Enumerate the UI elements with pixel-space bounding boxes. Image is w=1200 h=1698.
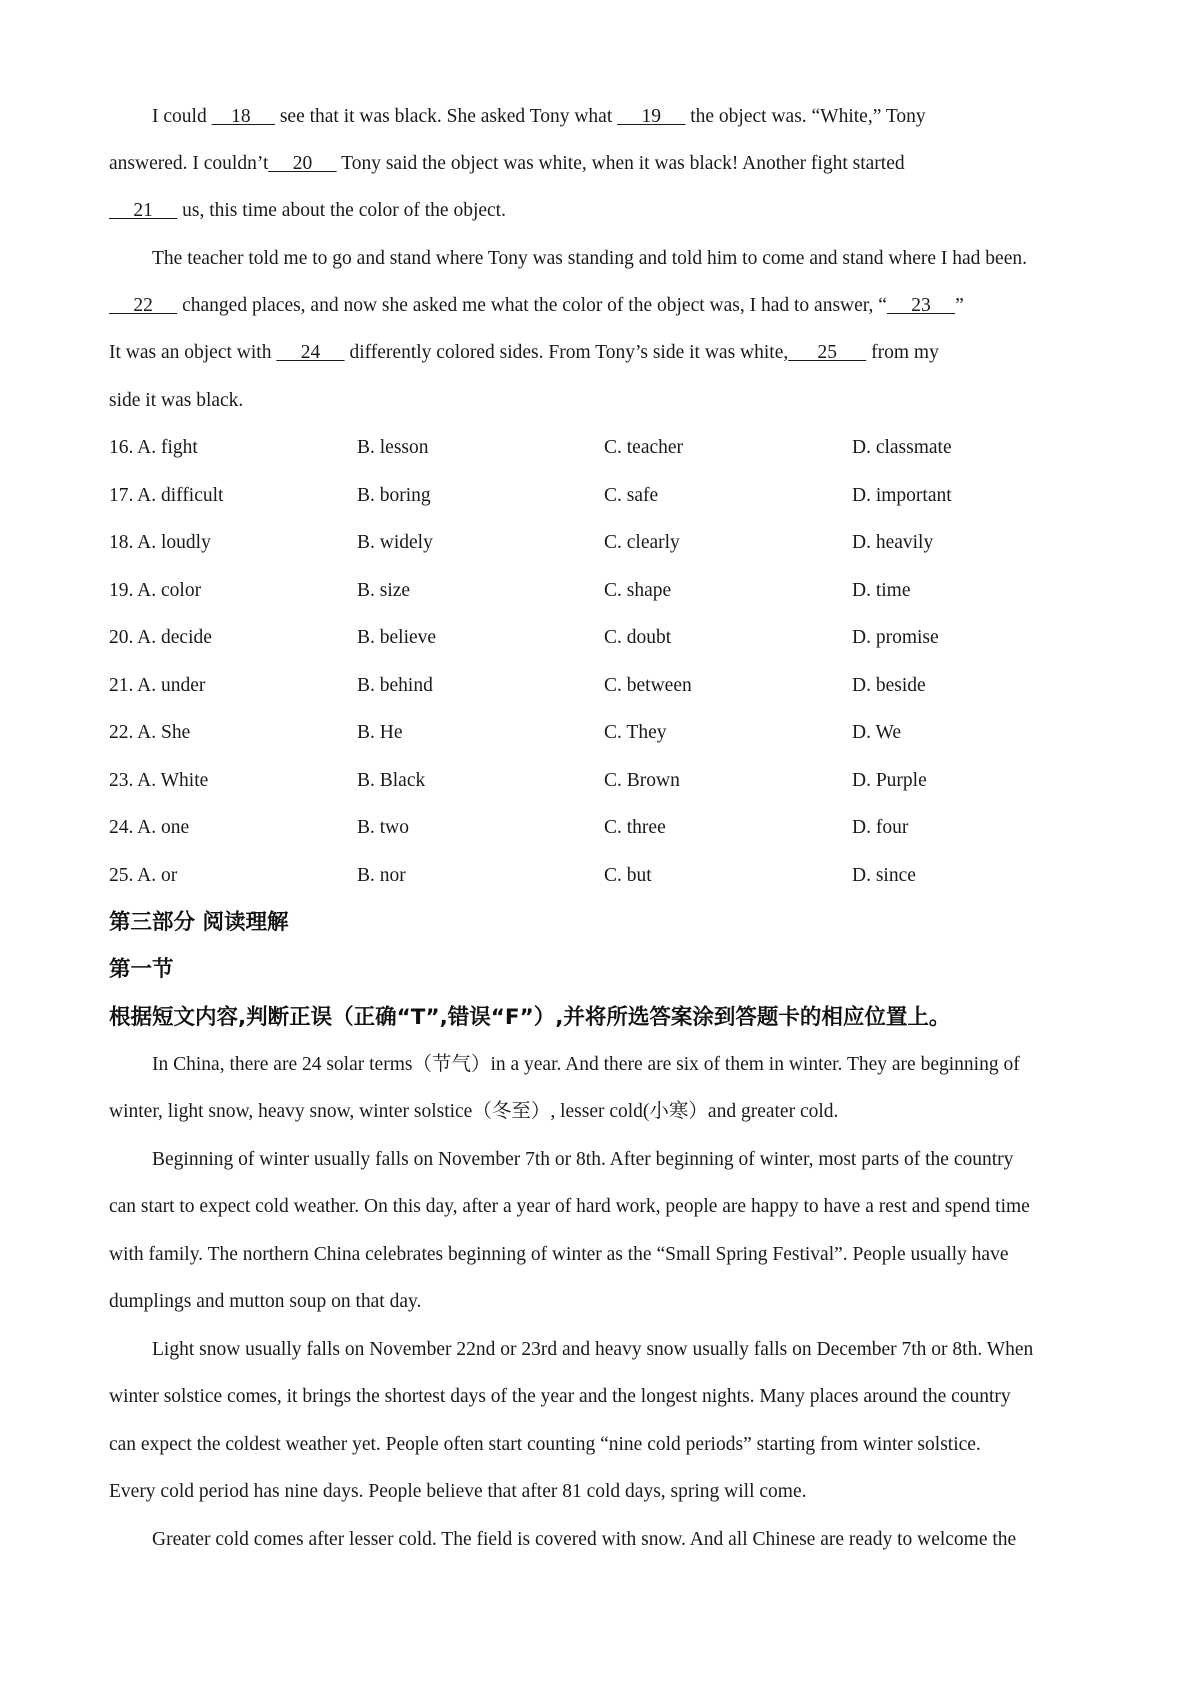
option-b: B. He	[357, 722, 403, 743]
reading-line: dumplings and mutton soup on that day.	[109, 1291, 422, 1312]
passage-text: us, this time about the color of the object.	[177, 200, 506, 221]
option-a: 18. A. loudly	[109, 532, 211, 553]
passage-line-5	[109, 294, 964, 318]
option-d: D. four	[852, 817, 909, 838]
passage-text: ”	[955, 295, 964, 316]
passage-line-6	[109, 341, 939, 365]
passage-text: It was an object with	[109, 342, 277, 363]
passage-line-7	[109, 389, 243, 413]
passage-line-4	[152, 247, 1027, 271]
reading-line: winter, light snow, heavy snow, winter solstice（冬至）, lesser cold(小寒）and greater cold.	[109, 1101, 839, 1122]
passage-text: side it was black.	[109, 390, 244, 411]
reading-line: Greater cold comes after lesser cold. The field is covered with snow. And all Chinese are ready to welcome the	[152, 1529, 1017, 1550]
option-d: D. heavily	[852, 532, 934, 553]
option-b: B. nor	[357, 865, 406, 886]
option-b: B. behind	[357, 675, 433, 696]
reading-line: Every cold period has nine days. People believe that after 81 cold days, spring will come.	[109, 1481, 807, 1502]
option-d: D. time	[852, 580, 911, 601]
blank-21: 21	[109, 200, 178, 221]
passage-text: differently colored sides. From Tony’s side it was white,	[344, 342, 789, 363]
reading-line: can expect the coldest weather yet. People often start counting “nine cold periods” starting from winter solstice.	[109, 1434, 981, 1455]
option-a: 20. A. decide	[109, 627, 212, 648]
option-b: B. Black	[357, 770, 426, 791]
passage-text: from my	[866, 342, 939, 363]
option-b: B. boring	[357, 485, 431, 506]
passage-text: I could	[152, 106, 212, 127]
blank-18: 18	[211, 106, 275, 127]
option-a: 16. A. fight	[109, 437, 198, 458]
blank-23: 23	[886, 295, 956, 316]
option-c: C. shape	[604, 580, 672, 601]
reading-line: with family. The northern China celebrates beginning of winter as the “Small Spring Festival”. People usually have	[109, 1244, 1009, 1265]
blank-22: 22	[109, 295, 178, 316]
option-d: D. promise	[852, 627, 939, 648]
blank-25: 25	[788, 342, 867, 363]
option-a: 25. A. or	[109, 865, 178, 886]
option-d: D. beside	[852, 675, 926, 696]
passage-line-1	[152, 105, 926, 129]
blank-20: 20	[268, 153, 337, 174]
passage-text: changed places, and now she asked me what the color of the object was, I had to answer, “	[177, 295, 887, 316]
passage-text: Tony said the object was white, when it was black! Another fight started	[336, 153, 905, 174]
option-c: C. between	[604, 675, 692, 696]
passage-text: see that it was black. She asked Tony what	[274, 106, 618, 127]
option-c: C. They	[604, 722, 667, 743]
blank-19: 19	[617, 106, 686, 127]
option-b: B. believe	[357, 627, 437, 648]
reading-line: In China, there are 24 solar terms（节气）in a year. And there are six of them in winter. They are beginning of	[152, 1054, 1020, 1075]
reading-line: winter solstice comes, it brings the shortest days of the year and the longest nights. Many places around the country	[109, 1386, 1011, 1407]
option-c: C. doubt	[604, 627, 672, 648]
option-b: B. lesson	[357, 437, 429, 458]
option-c: C. teacher	[604, 437, 684, 458]
option-c: C. three	[604, 817, 666, 838]
option-a: 19. A. color	[109, 580, 202, 601]
reading-line: can start to expect cold weather. On this day, after a year of hard work, people are happy to have a rest and spend time	[109, 1196, 1030, 1217]
option-a: 17. A. difficult	[109, 485, 224, 506]
instruction: 根据短文内容,判断正误（正确“T”,错误“F”）,并将所选答案涂到答题卡的相应位置上。	[109, 1005, 951, 1030]
passage-text: The teacher told me to go and stand where Tony was standing and told him to come and stand where I had been.	[152, 248, 1027, 269]
option-c: C. Brown	[604, 770, 680, 791]
option-d: D. Purple	[852, 770, 927, 791]
option-d: D. classmate	[852, 437, 952, 458]
option-d: D. We	[852, 722, 901, 743]
passage-line-2	[109, 152, 905, 176]
option-b: B. size	[357, 580, 411, 601]
sub-title: 第一节	[109, 957, 174, 982]
blank-24: 24	[276, 342, 345, 363]
option-b: B. two	[357, 817, 410, 838]
passage-text: the object was. “White,” Tony	[685, 106, 926, 127]
option-a: 21. A. under	[109, 675, 206, 696]
option-c: C. clearly	[604, 532, 680, 553]
option-d: D. important	[852, 485, 952, 506]
option-c: C. safe	[604, 485, 659, 506]
option-c: C. but	[604, 865, 652, 886]
part-title: 第三部分 阅读理解	[109, 910, 289, 935]
option-d: D. since	[852, 865, 916, 886]
passage-text: answered. I couldn’t	[109, 153, 269, 174]
reading-line: Light snow usually falls on November 22nd or 23rd and heavy snow usually falls on December 7th or 8th. When	[152, 1339, 1034, 1360]
option-b: B. widely	[357, 532, 433, 553]
option-a: 23. A. White	[109, 770, 209, 791]
option-a: 22. A. She	[109, 722, 191, 743]
reading-line: Beginning of winter usually falls on November 7th or 8th. After beginning of winter, most parts of the country	[152, 1149, 1014, 1170]
passage-line-3	[109, 199, 506, 223]
option-a: 24. A. one	[109, 817, 190, 838]
